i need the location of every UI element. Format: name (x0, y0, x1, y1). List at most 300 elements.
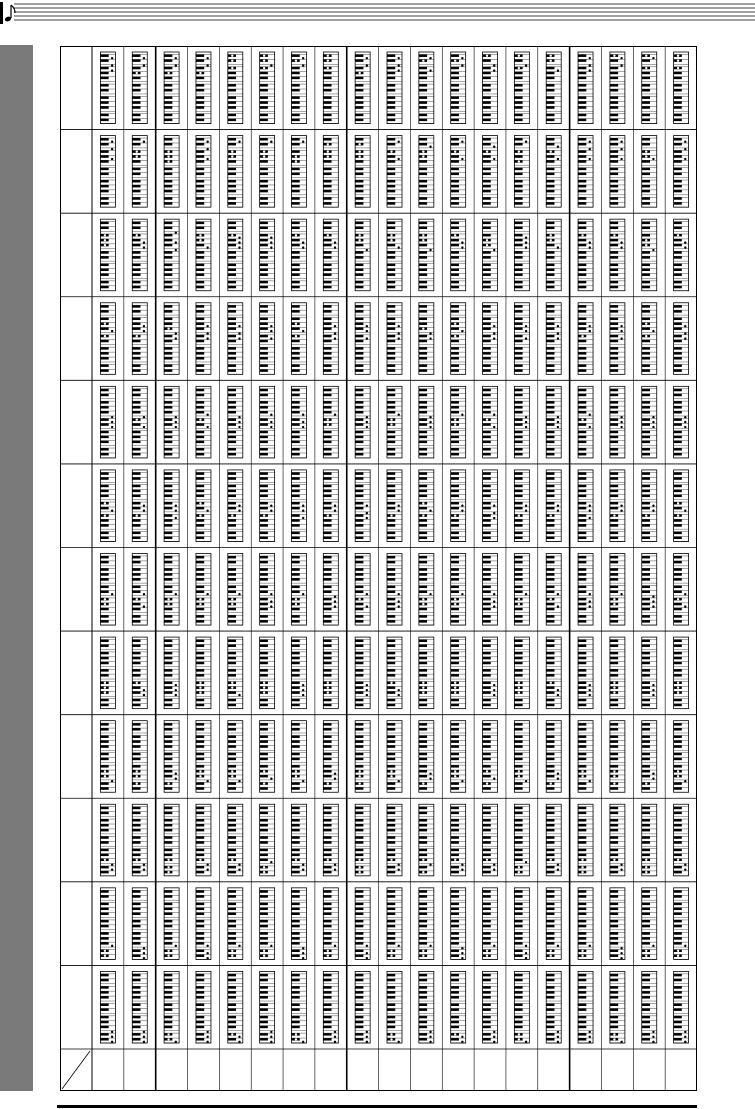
black-key (228, 89, 236, 91)
black-key (483, 264, 491, 266)
black-key (578, 67, 586, 69)
black-key (196, 674, 204, 676)
pressed-key-dot (175, 416, 177, 418)
black-key (546, 394, 554, 396)
black-key (260, 369, 268, 371)
black-key (228, 394, 236, 396)
pressed-key-dot (270, 414, 272, 416)
pressed-key-dot (557, 145, 559, 147)
black-key (100, 431, 108, 433)
pressed-key-dot (111, 426, 113, 428)
black-key (578, 138, 586, 140)
black-key (546, 256, 554, 258)
pressed-key-dot (136, 72, 138, 74)
black-key (514, 561, 522, 563)
pressed-key-dot (143, 241, 145, 243)
black-key (291, 431, 299, 433)
black-key (355, 502, 363, 504)
pressed-key-dot (104, 603, 106, 605)
pressed-key-dot (398, 505, 400, 507)
keyboard-body (387, 554, 402, 626)
black-key (451, 347, 459, 349)
pressed-key-dot (557, 325, 559, 327)
black-key (291, 477, 299, 479)
black-key (100, 318, 108, 320)
keyboard-diagram (674, 303, 689, 375)
keyboard-diagram (514, 303, 529, 375)
pressed-key-dot (111, 330, 113, 332)
pressed-key-dot (302, 141, 304, 143)
black-key (355, 524, 363, 526)
black-key (228, 411, 236, 413)
black-key (387, 674, 395, 676)
black-key (578, 143, 586, 145)
black-key (610, 281, 618, 283)
black-key (164, 318, 172, 320)
black-key (100, 615, 108, 617)
black-key (642, 180, 650, 182)
black-key (260, 352, 268, 354)
pressed-key-dot (652, 600, 654, 602)
pressed-key-dot (398, 325, 400, 327)
black-key (355, 357, 363, 359)
black-key (291, 327, 299, 329)
keyboard-diagram (546, 303, 561, 375)
black-key (387, 281, 395, 283)
black-key (196, 657, 204, 659)
keyboard-body (610, 52, 625, 124)
keyboard-body (196, 386, 211, 458)
black-key (387, 273, 395, 275)
black-key (164, 190, 172, 192)
black-key (132, 662, 140, 664)
black-key (546, 106, 554, 108)
black-key (642, 411, 650, 413)
black-key (164, 286, 172, 288)
black-key (228, 256, 236, 258)
keyboard-diagram (419, 219, 434, 291)
black-key (514, 418, 522, 420)
black-key (451, 364, 459, 366)
keyboard-body (578, 219, 593, 291)
pressed-key-dot (199, 514, 201, 516)
black-key (610, 532, 618, 534)
black-key (387, 436, 395, 438)
black-key (196, 411, 204, 413)
black-key (546, 89, 554, 91)
keyboard-diagram (578, 303, 593, 375)
black-key (674, 573, 682, 575)
black-key (514, 389, 522, 391)
black-key (610, 197, 618, 199)
black-key (196, 406, 204, 408)
black-key (419, 305, 427, 307)
black-key (132, 448, 140, 450)
black-key (483, 310, 491, 312)
black-key (674, 244, 682, 246)
black-key (228, 441, 236, 443)
keyboard-diagram (323, 219, 338, 291)
pressed-key-dot (557, 421, 559, 423)
black-key (291, 615, 299, 617)
black-key (132, 477, 140, 479)
pressed-key-dot (302, 414, 304, 416)
black-key (387, 472, 395, 474)
pressed-key-dot (422, 686, 424, 688)
keyboard-diagram (642, 554, 657, 626)
pressed-key-dot (461, 64, 463, 66)
keyboard-body (419, 470, 434, 542)
black-key (419, 168, 427, 170)
black-key (451, 448, 459, 450)
keyboard-diagram (100, 52, 115, 124)
black-key (674, 305, 682, 307)
black-key (323, 578, 331, 580)
keyboard-body (355, 136, 370, 208)
black-key (132, 674, 140, 676)
pressed-key-dot (366, 517, 368, 519)
black-key (578, 598, 586, 600)
pressed-key-dot (620, 57, 622, 59)
keyboard-diagram (451, 637, 466, 709)
black-key (355, 389, 363, 391)
black-key (100, 537, 108, 539)
black-key (514, 615, 522, 617)
keyboard-diagram (610, 52, 625, 124)
keyboard-diagram (228, 637, 243, 709)
black-key (674, 532, 682, 534)
black-key (419, 185, 427, 187)
keyboard-body (483, 554, 498, 626)
black-key (355, 347, 363, 349)
black-key (451, 244, 459, 246)
pressed-key-dot (270, 330, 272, 332)
black-key (387, 573, 395, 575)
black-key (514, 608, 522, 610)
keyboard-body (196, 637, 211, 709)
pressed-key-dot (557, 426, 559, 428)
black-key (291, 448, 299, 450)
keyboard-diagram (419, 136, 434, 208)
black-key (196, 537, 204, 539)
black-key (164, 453, 172, 455)
black-key (578, 495, 586, 497)
black-key (323, 598, 331, 600)
black-key (578, 190, 586, 192)
keyboard-body (323, 386, 338, 458)
black-key (674, 273, 682, 275)
pressed-key-dot (270, 64, 272, 66)
pressed-key-dot (270, 509, 272, 511)
black-key (387, 327, 395, 329)
black-key (196, 586, 204, 588)
black-key (419, 586, 427, 588)
black-key (132, 502, 140, 504)
black-key (164, 244, 172, 246)
keyboard-body (132, 136, 147, 208)
pressed-key-dot (295, 160, 297, 162)
black-key (578, 256, 586, 258)
keyboard-body (578, 52, 593, 124)
black-key (642, 477, 650, 479)
black-key (387, 222, 395, 224)
black-key (610, 340, 618, 342)
pressed-key-dot (327, 55, 329, 57)
black-key (419, 620, 427, 622)
black-key (514, 524, 522, 526)
black-key (260, 227, 268, 229)
black-key (514, 119, 522, 121)
pressed-key-dot (652, 158, 654, 160)
black-key (578, 72, 586, 74)
black-key (100, 72, 108, 74)
black-key (196, 150, 204, 152)
pressed-key-dot (136, 418, 138, 420)
pressed-key-dot (454, 598, 456, 600)
pressed-key-dot (620, 141, 622, 143)
pressed-key-dot (645, 150, 647, 152)
black-key (164, 67, 172, 69)
pressed-key-dot (167, 72, 169, 74)
keyboard-diagram (291, 386, 306, 458)
pressed-key-dot (589, 69, 591, 71)
pressed-key-dot (581, 335, 583, 337)
black-key (419, 608, 427, 610)
black-key (196, 490, 204, 492)
pressed-key-dot (238, 416, 240, 418)
black-key (132, 160, 140, 162)
black-key (196, 54, 204, 56)
black-key (260, 640, 268, 642)
black-key (546, 251, 554, 253)
black-key (610, 495, 618, 497)
black-key (355, 264, 363, 266)
keyboard-diagram (355, 219, 370, 291)
pressed-key-dot (111, 509, 113, 511)
black-key (132, 101, 140, 103)
pressed-key-dot (111, 57, 113, 59)
black-key (323, 640, 331, 642)
pressed-key-dot (454, 323, 456, 325)
black-key (483, 394, 491, 396)
black-key (451, 197, 459, 199)
pressed-key-dot (302, 694, 304, 696)
pressed-key-dot (645, 55, 647, 57)
chord-table-svg (60, 46, 697, 1091)
black-key (132, 318, 140, 320)
black-key (291, 281, 299, 283)
black-key (578, 318, 586, 320)
pressed-key-dot (422, 155, 424, 157)
black-key (355, 168, 363, 170)
pressed-key-dot (620, 64, 622, 66)
black-key (260, 160, 268, 162)
pressed-key-dot (104, 514, 106, 516)
black-key (323, 318, 331, 320)
black-key (451, 431, 459, 433)
black-key (196, 669, 204, 671)
black-key (355, 490, 363, 492)
black-key (578, 431, 586, 433)
keyboard-diagram (260, 136, 275, 208)
black-key (674, 269, 682, 271)
black-key (578, 448, 586, 450)
black-key (674, 591, 682, 593)
pressed-key-dot (270, 241, 272, 243)
black-key (642, 364, 650, 366)
keyboard-diagram (483, 554, 498, 626)
pressed-key-dot (327, 418, 329, 420)
pressed-key-dot (263, 59, 265, 61)
black-key (483, 369, 491, 371)
pressed-key-dot (589, 246, 591, 248)
pressed-key-dot (589, 325, 591, 327)
black-key (578, 352, 586, 354)
black-key (387, 699, 395, 701)
black-key (451, 256, 459, 258)
black-key (132, 472, 140, 474)
pressed-key-dot (493, 600, 495, 602)
black-key (228, 114, 236, 116)
black-key (291, 347, 299, 349)
black-key (642, 281, 650, 283)
pressed-key-dot (175, 694, 177, 696)
black-key (387, 406, 395, 408)
black-key (642, 578, 650, 580)
black-key (260, 327, 268, 329)
pressed-key-dot (525, 64, 527, 66)
pressed-key-dot (589, 426, 591, 428)
black-key (100, 561, 108, 563)
black-key (228, 143, 236, 145)
pressed-key-dot (175, 57, 177, 59)
black-key (483, 327, 491, 329)
keyboard-diagram (546, 219, 561, 291)
black-key (228, 286, 236, 288)
black-key (483, 406, 491, 408)
black-key (323, 608, 331, 610)
keyboard-diagram (260, 386, 275, 458)
black-key (228, 310, 236, 312)
black-key (451, 155, 459, 157)
black-key (100, 699, 108, 701)
black-key (483, 202, 491, 204)
black-key (514, 202, 522, 204)
black-key (387, 335, 395, 337)
pressed-key-dot (493, 64, 495, 66)
black-key (483, 472, 491, 474)
pressed-key-dot (175, 64, 177, 66)
black-key (483, 615, 491, 617)
keyboard-body (355, 554, 370, 626)
keyboard-diagram (387, 219, 402, 291)
black-key (323, 281, 331, 283)
black-key (291, 524, 299, 526)
black-key (132, 54, 140, 56)
black-key (451, 436, 459, 438)
pressed-key-dot (327, 691, 329, 693)
black-key (514, 138, 522, 140)
black-key (674, 310, 682, 312)
pressed-key-dot (104, 335, 106, 337)
black-key (610, 573, 618, 575)
keyboard-diagram (132, 554, 147, 626)
black-key (514, 155, 522, 157)
black-key (291, 490, 299, 492)
black-key (674, 318, 682, 320)
black-key (578, 322, 586, 324)
keyboard-diagram (132, 386, 147, 458)
black-key (419, 357, 427, 359)
pressed-key-dot (645, 323, 647, 325)
black-key (578, 537, 586, 539)
black-key (164, 310, 172, 312)
keyboard-diagram (546, 554, 561, 626)
black-key (578, 556, 586, 558)
keyboard-diagram (387, 386, 402, 458)
black-key (228, 347, 236, 349)
black-key (291, 77, 299, 79)
black-key (578, 472, 586, 474)
pressed-key-dot (231, 150, 233, 152)
black-key (642, 620, 650, 622)
black-key (546, 227, 554, 229)
black-key (260, 620, 268, 622)
pressed-key-dot (231, 682, 233, 684)
black-key (674, 561, 682, 563)
black-key (546, 436, 554, 438)
black-key (514, 532, 522, 534)
black-key (514, 586, 522, 588)
black-key (196, 138, 204, 140)
black-key (100, 704, 108, 706)
keyboard-body (451, 554, 466, 626)
keyboard-body (132, 554, 147, 626)
pressed-key-dot (175, 426, 177, 428)
black-key (291, 357, 299, 359)
black-key (291, 54, 299, 56)
pressed-key-dot (231, 59, 233, 61)
black-key (642, 264, 650, 266)
black-key (610, 401, 618, 403)
keyboard-body (291, 219, 306, 291)
pressed-key-dot (652, 426, 654, 428)
black-key (546, 561, 554, 563)
keyboard-body (642, 136, 657, 208)
pressed-key-dot (677, 59, 679, 61)
black-key (610, 441, 618, 443)
black-key (419, 77, 427, 79)
black-key (291, 318, 299, 320)
keyboard-diagram (387, 136, 402, 208)
black-key (514, 477, 522, 479)
black-key (260, 578, 268, 580)
black-key (196, 269, 204, 271)
black-key (483, 251, 491, 253)
keyboard-body (291, 136, 306, 208)
pressed-key-dot (334, 337, 336, 339)
black-key (483, 453, 491, 455)
pressed-key-dot (518, 67, 520, 69)
black-key (419, 532, 427, 534)
pressed-key-dot (206, 158, 208, 160)
black-key (578, 269, 586, 271)
black-key (451, 106, 459, 108)
black-key (419, 418, 427, 420)
pressed-key-dot (684, 332, 686, 334)
black-key (196, 472, 204, 474)
black-key (419, 352, 427, 354)
